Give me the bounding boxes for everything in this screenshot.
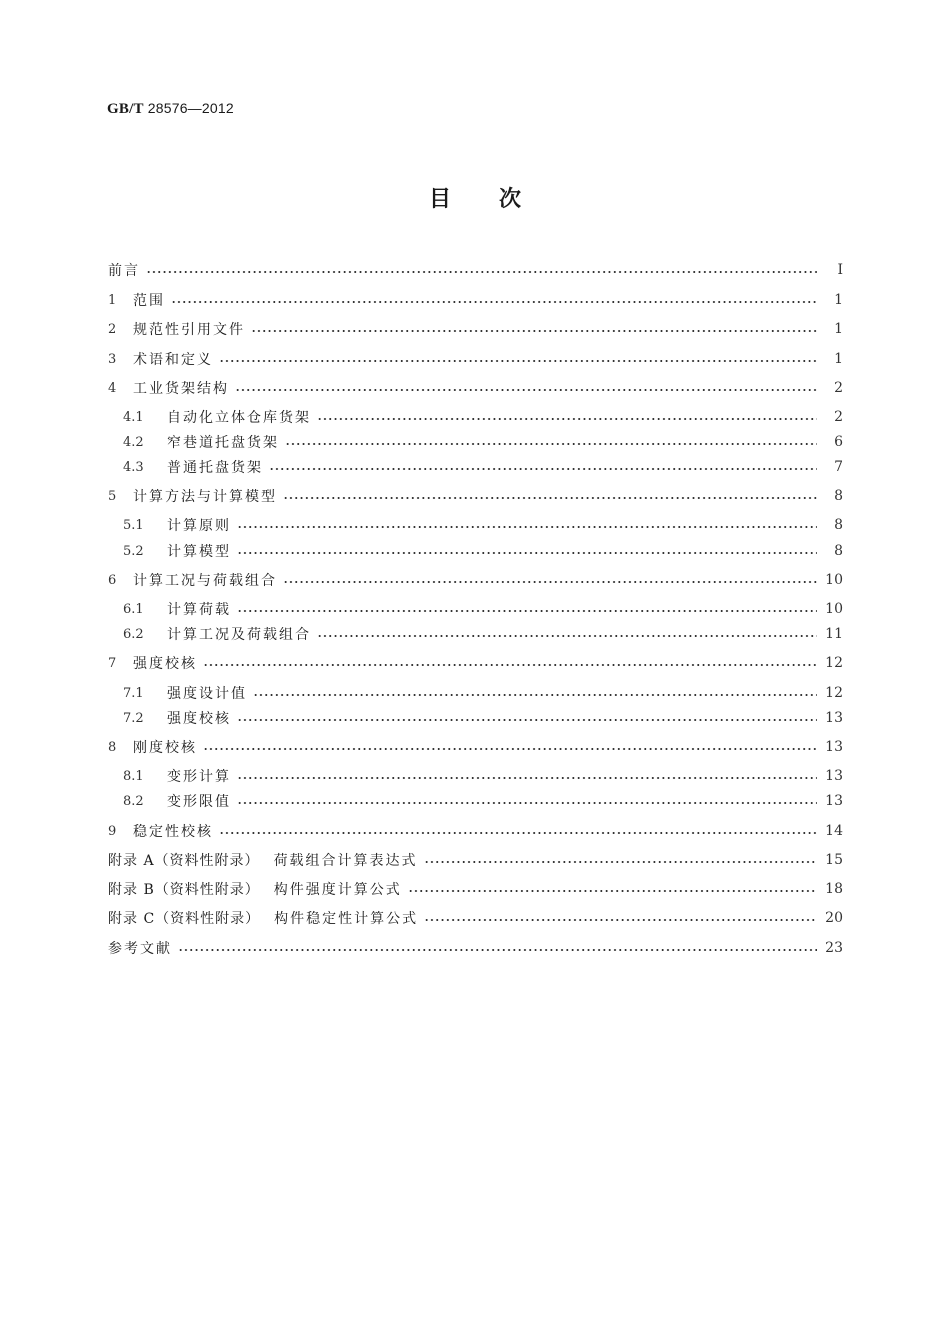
toc-entry[interactable] xyxy=(108,821,843,841)
toc-entry[interactable] xyxy=(108,683,843,703)
toc-entry-number: 5 xyxy=(108,488,117,504)
page-title-char-1: 目 xyxy=(428,187,451,212)
toc-entry-page-number: 11 xyxy=(825,626,843,642)
toc-entry-page-number: 8 xyxy=(834,543,843,559)
toc-entry[interactable] xyxy=(108,938,843,958)
toc-entry-page-number: 12 xyxy=(825,655,843,671)
toc-entry-appendix-tag: 附录 A（资料性附录） xyxy=(108,853,260,869)
toc-entry[interactable] xyxy=(108,737,843,757)
toc-entry-number: 9 xyxy=(108,823,117,839)
toc-entry-number: 4.3 xyxy=(123,459,144,475)
toc-entry[interactable] xyxy=(108,260,843,280)
toc-entry-number: 4.2 xyxy=(123,434,144,450)
toc-entry-label: 规范性引用文件 xyxy=(133,322,245,338)
toc-entry-label: 工业货架结构 xyxy=(133,381,229,397)
toc-entry-label: 前言 xyxy=(108,263,140,279)
standard-number: 28576—2012 xyxy=(147,100,234,116)
toc-entry-number: 7 xyxy=(108,655,117,671)
toc-entry-label: 计算原则 xyxy=(167,518,231,534)
toc-entry[interactable] xyxy=(108,349,843,369)
toc-entry-label: 术语和定义 xyxy=(133,352,213,368)
toc-entry-page-number: Ⅰ xyxy=(837,262,843,278)
toc-entry-appendix-tag: 附录 C（资料性附录） xyxy=(108,911,261,927)
toc-entry-number: 6.2 xyxy=(123,626,144,642)
toc-entry[interactable] xyxy=(108,708,843,728)
toc-entry-number: 7.1 xyxy=(123,685,144,701)
dot-leader xyxy=(269,468,817,470)
toc-entry-number: 1 xyxy=(108,292,117,308)
toc-entry[interactable] xyxy=(108,599,843,619)
toc-entry-page-number: 20 xyxy=(825,910,843,926)
dot-leader xyxy=(203,748,817,750)
dot-leader xyxy=(178,949,817,951)
toc-entry-label: 普通托盘货架 xyxy=(167,460,263,476)
dot-leader xyxy=(317,635,817,637)
toc-entry-label: 计算模型 xyxy=(167,544,231,560)
dot-leader xyxy=(237,526,817,528)
toc-entry-page-number: 2 xyxy=(834,409,843,425)
toc-entry[interactable] xyxy=(108,541,843,561)
toc-entry-label: 计算方法与计算模型 xyxy=(133,489,277,505)
toc-entry-label: 计算工况与荷载组合 xyxy=(133,573,277,589)
toc-entry-label: 范围 xyxy=(133,293,165,309)
dot-leader xyxy=(251,330,817,332)
toc-entry-page-number: 12 xyxy=(825,685,843,701)
dot-leader xyxy=(171,301,817,303)
toc-entry-label: 强度校核 xyxy=(133,656,197,672)
toc-entry-number: 6 xyxy=(108,572,117,588)
toc-entry-appendix-tag: 附录 B（资料性附录） xyxy=(108,882,260,898)
dot-leader xyxy=(219,832,817,834)
dot-leader xyxy=(237,719,817,721)
toc-entry-number: 8.2 xyxy=(123,793,144,809)
toc-entry-label: 变形限值 xyxy=(167,794,231,810)
toc-entry[interactable] xyxy=(108,515,843,535)
toc-entry-page-number: 10 xyxy=(825,572,843,588)
toc-entry[interactable] xyxy=(108,319,843,339)
dot-leader xyxy=(146,271,817,273)
toc-entry[interactable] xyxy=(108,766,843,786)
toc-entry[interactable] xyxy=(108,407,843,427)
toc-entry-page-number: 13 xyxy=(825,710,843,726)
toc-entry-number: 5.1 xyxy=(123,517,144,533)
toc-entry-label: 强度校核 xyxy=(167,711,231,727)
toc-entry[interactable] xyxy=(108,290,843,310)
toc-entry-number: 2 xyxy=(108,321,117,337)
dot-leader xyxy=(237,610,817,612)
toc-entry-page-number: 13 xyxy=(825,793,843,809)
toc-entry-number: 4.1 xyxy=(123,409,144,425)
toc-entry-label: 计算工况及荷载组合 xyxy=(167,627,311,643)
toc-entry-number: 6.1 xyxy=(123,601,144,617)
toc-entry-page-number: 1 xyxy=(834,321,843,337)
toc-entry-label: 变形计算 xyxy=(167,769,231,785)
toc-entry[interactable] xyxy=(108,624,843,644)
toc-entry-page-number: 10 xyxy=(825,601,843,617)
dot-leader xyxy=(237,777,817,779)
dot-leader xyxy=(283,497,817,499)
toc-entry-number: 8.1 xyxy=(123,768,144,784)
toc-entry-label: 荷载组合计算表达式 xyxy=(273,853,418,869)
toc-entry-page-number: 2 xyxy=(834,380,843,396)
toc-entry-label: 自动化立体仓库货架 xyxy=(167,410,311,426)
toc-entry-number: 5.2 xyxy=(123,543,144,559)
toc-entry-label: 刚度校核 xyxy=(133,740,197,756)
toc-entry[interactable] xyxy=(108,879,843,899)
dot-leader xyxy=(283,581,817,583)
toc-entry-page-number: 8 xyxy=(834,517,843,533)
toc-entry-number: 7.2 xyxy=(123,710,144,726)
toc-entry[interactable] xyxy=(108,378,843,398)
toc-entry[interactable] xyxy=(108,653,843,673)
dot-leader xyxy=(235,389,817,391)
toc-entry-label: 计算荷载 xyxy=(167,602,231,618)
dot-leader xyxy=(317,418,817,420)
toc-entry-page-number: 13 xyxy=(825,739,843,755)
dot-leader xyxy=(219,360,817,362)
toc-entry-page-number: 7 xyxy=(834,459,843,475)
toc-entry[interactable] xyxy=(108,457,843,477)
toc-entry-page-number: 6 xyxy=(834,434,843,450)
toc-entry-label: 强度设计值 xyxy=(167,686,247,702)
toc-entry-page-number: 1 xyxy=(834,351,843,367)
dot-leader xyxy=(285,443,817,445)
toc-entry[interactable] xyxy=(108,908,843,928)
toc-entry[interactable] xyxy=(108,570,843,590)
toc-entry-label: 参考文献 xyxy=(108,941,172,957)
toc-entry-page-number: 13 xyxy=(825,768,843,784)
dot-leader xyxy=(424,861,817,863)
toc-entry[interactable] xyxy=(108,850,843,870)
toc-entry-page-number: 15 xyxy=(825,852,843,868)
toc-entry[interactable] xyxy=(108,791,843,811)
page-title xyxy=(0,182,950,213)
toc-entry-number: 4 xyxy=(108,380,117,396)
toc-entry[interactable] xyxy=(108,486,843,506)
toc-entry-page-number: 1 xyxy=(834,292,843,308)
standard-prefix: GB/T xyxy=(107,101,144,117)
dot-leader xyxy=(237,802,817,804)
page-title-char-2: 次 xyxy=(499,187,522,212)
standard-code xyxy=(107,100,234,118)
toc-entry-page-number: 18 xyxy=(825,881,843,897)
toc-entry-page-number: 8 xyxy=(834,488,843,504)
toc-entry-page-number: 14 xyxy=(825,823,843,839)
toc-entry-label: 稳定性校核 xyxy=(133,824,213,840)
toc-entry-label: 窄巷道托盘货架 xyxy=(167,435,279,451)
dot-leader xyxy=(408,890,817,892)
toc-entry-number: 3 xyxy=(108,351,117,367)
toc-entry[interactable] xyxy=(108,432,843,452)
toc-entry-page-number: 23 xyxy=(825,940,843,956)
dot-leader xyxy=(203,664,817,666)
dot-leader xyxy=(237,552,817,554)
toc-entry-label: 构件强度计算公式 xyxy=(273,882,402,898)
toc-entry-label: 构件稳定性计算公式 xyxy=(274,911,419,927)
toc-entry-number: 8 xyxy=(108,739,117,755)
dot-leader xyxy=(253,694,817,696)
dot-leader xyxy=(424,919,817,921)
